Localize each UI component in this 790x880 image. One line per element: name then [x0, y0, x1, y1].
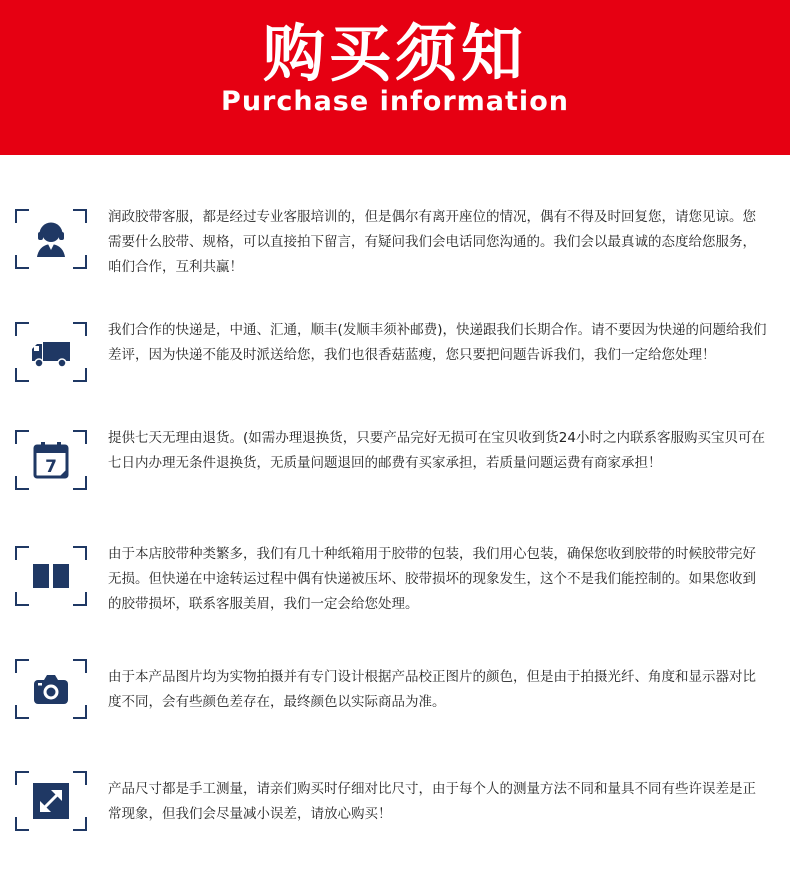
notice-text: 由于本店胶带种类繁多，我们有几十种纸箱用于胶带的包装，我们用心包装，确保您收到胶带的时候胶带完好无损。但快递在中途转运过程中偶有快递被压坏、胶带损坏的现象发生，这个不是我们能控制的。如果您收到的胶带损坏，联系客服美眉，我们一定会给您处理。: [108, 546, 756, 612]
customer-service-icon: [31, 219, 71, 259]
camera-icon: [31, 669, 71, 709]
icon-frame: [15, 771, 87, 831]
calendar-7-icon: [31, 440, 71, 480]
page-subtitle: Purchase information: [221, 86, 569, 117]
box-icon: [31, 556, 71, 596]
page-title: 购买须知: [262, 17, 527, 90]
delivery-truck-icon: [31, 332, 71, 372]
icon-frame: [15, 659, 87, 719]
notice-text: 产品尺寸都是手工测量，请亲们购买时仔细对比尺寸，由于每个人的测量方法不同和量具不同有些许误差是正常现象，但我们会尽量减小误差，请放心购买！: [108, 781, 756, 822]
notice-text: 由于本产品图片均为实物拍摄并有专门设计根据产品校正图片的颜色，但是由于拍摄光纤、角度和显示器对比度不同，会有些颜色差存在，最终颜色以实际商品为准。: [108, 669, 756, 710]
notice-text: 润政胶带客服，都是经过专业客服培训的，但是偶尔有离开座位的情况，偶有不得及时回复您，请您见谅。您需要什么胶带、规格，可以直接拍下留言，有疑问我们会电话同您沟通的。我们会以最真诚的态度给您服务，咱们合作，互利共赢！: [108, 209, 756, 275]
icon-frame: [15, 322, 87, 382]
resize-arrow-icon: [31, 781, 71, 821]
notice-text: 提供七天无理由退货。(如需办理退换货，只要产品完好无损可在宝贝收到货24小时之内联系客服购买宝贝可在七日内办理无条件退换货，无质量问题退回的邮费有买家承担，若质量问题运费有商家承担！: [108, 430, 765, 471]
calendar-number: 7: [45, 457, 57, 477]
icon-frame: [15, 209, 87, 269]
icon-frame: [15, 430, 87, 490]
icon-frame: [15, 546, 87, 606]
header-banner: [0, 0, 790, 155]
notice-text: 我们合作的快递是，中通、汇通，顺丰(发顺丰须补邮费)，快递跟我们长期合作。请不要因为快递的问题给我们差评，因为快递不能及时派送给您，我们也很香菇蓝瘦，您只要把问题告诉我们，我们一定给您处理！: [108, 322, 767, 363]
